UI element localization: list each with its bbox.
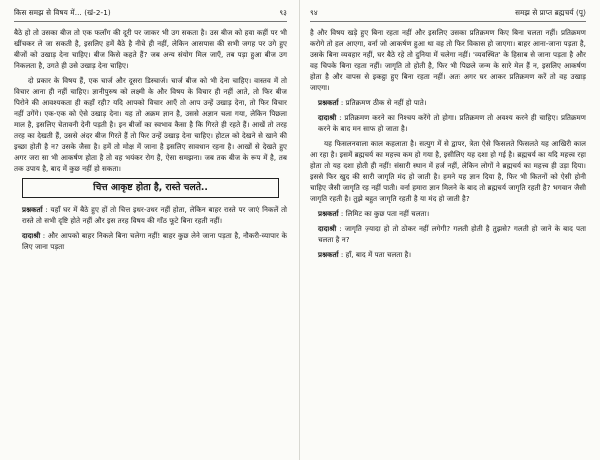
left-qa-1 [14,204,287,226]
left-qa-2 [14,230,287,252]
speaker-label: प्रश्नकर्ता [318,98,339,107]
qa-text: : जागृति ज़्यादा हो तो ठोकर नहीं लगेगी? गलती होती है तुझसे? गलती हो जाने के बाद पता चलता है न? [318,224,586,244]
right-qa-4 [310,223,586,245]
speaker-label: दादाश्री [318,224,337,233]
qa-text: : लिमिट का कुछ पता नहीं चलता। [340,209,430,218]
left-page-header [14,8,287,22]
right-page-header [310,8,586,22]
speaker-label: प्रश्नकर्ता [318,250,339,259]
right-qa-5 [310,249,586,260]
qa-text: : प्रतिक्रमण ठीक से नहीं हो पाते। [340,98,427,107]
right-qa-1 [310,97,586,108]
left-paragraph-1: बैठे हो तो उसका बीज तो एक फलाँग की दूरी पर जाकर भी उग सकता है। उस बीज को हवा कहीं पर भी खींचकर ले जा सकती है, इसलिए हमें बैठे है नीचे ही नहीं, लेकिन आसपास की सभी जगह पर उगे हुए बीजों को उखाड़ देना चाहिए। बीज किसे कहते हैं? जब अन्य संयोग मिल जाएँ, तब पड़ा हुआ बीज उग निकलता है, उगते ही उसे उखाड़ देना चाहिए। [14,28,287,70]
speaker-label: दादाश्री [318,113,337,122]
right-paragraph-2: यह फिसलनवाला काल कहलाता है। सत्युग में से द्वापर, त्रेता ऐसे फिसलते फिसलते यह आखिरी काल आ रहा है। इसमें ब्रह्मचर्य का महत्त्व कम हो गया है, इसीलिए यह दशा हो गई है। ब्रह्मचर्य का यदि महत्त्व रहा होता तो यह दशा होती ही नहीं! संसारी स्थान में हर्ज नहीं, लेकिन लोगों ने ब्रह्मचर्य का महत्त्व ही उड़ा दिया। इससे फिर खुद की सारी जागृति मंद हो जाती है। हमने यह ज्ञान दिया है, फिर भी कितनों को ऐसी होनी चाहिए जैसी जागृति रह नहीं पाती। वर्ना हमारा ज्ञान मिलने के बाद तो ब्रह्मचर्य जागृति रहती है? भगवान जैसी जागृति रहती है। तुझे बहुत जागृति रहती है या मंद हो जाती है? [310,139,586,203]
left-running-title: किस समझ से विषय में... (खं-2-1) [14,8,111,17]
speaker-label: प्रश्नकर्ता [318,209,339,218]
speaker-label: प्रश्नकर्ता [22,205,43,214]
qa-text: : हाँ, बाद में पता चलता है। [340,250,412,259]
left-paragraph-2: दो प्रकार के विषय हैं, एक चार्ज और दूसरा डिस्चार्ज। चार्ज बीज को भी देना चाहिए। वास्तव में तो विचार आना ही नहीं चाहिए। ज्ञानीपुरुष को लक्ष्मी के और विषय के विचार ही नहीं आते, तो फिर बीज पिरोने की आवश्यकता ही कहाँ रही? यदि आपको विचार आएँ तो आप उन्हें उखाड़ देना, तो फिर विचार नहीं उगेंगे। एक-एक को ऐसे उखाड़ देना। यह तो अक्रम ज्ञान है, उससे अज्ञान चला गया, लेकिन पिछला माल है, इसलिए चेतावनी देनी पड़ती है। इन बीजों का स्वभाव कैसा है कि गिरते ही रहते हैं। आखें तो तरह तरह का देखती हैं, उससे अंदर बीज गिरते हैं तो फिर उन्हें उखाड़ देना चाहिए। होटल को देखने से खाने की इच्छा होती है न? उसके जैसा है। हमें तो मोक्ष में जाना है इसलिए सावधान रहना है। आखों से देखते हुए अगर जरा सा भी आकर्षण होता है तो वह भयंकर रोग है, ऐसा समझना। जब तक बीज के रूप में है, तब तक उपाय है, बाद में कुछ नहीं हो सकता। [14,76,287,173]
speaker-label: दादाश्री [22,231,41,240]
section-heading: चित्त आकृष्ट होता है, रास्ते चलते.. [22,178,279,198]
qa-text: : यहाँ घर में बैठे हुए हों तो चित्त इधर-उधर नहीं होता, लेकिन बाहर रास्ते पर जाएं निकलें तो रास्ते तो सभी दृष्टि होते नहीं और इस तरह विषय की गाँठ फूटे बिना रहती नहीं। [22,205,287,225]
right-running-title: समझ से प्राप्त ब्रह्मचर्य (पू) [515,8,586,17]
qa-text: : प्रतिक्रमण करने का निश्चय करेंगे तो होगा। प्रतिक्रमण तो अवश्य करने ही चाहिए। प्रतिक्रमण करने के बाद मन साफ हो जाता है। [318,113,586,133]
right-qa-2 [310,112,586,134]
left-page-number: ९३ [279,8,287,17]
right-paragraph-1: है और विषय खड़े हुए बिना रहता नहीं और इसलिए उसका प्रतिक्रमण किए बिना चलता नहीं। प्रतिक्रमण करोगे तो हल आएगा, वर्ना जो आकर्षण हुआ था वह तो फिर विकास हो जाएगा। बाहर आना-जाना पड़ता है, उसके बिना व्यवहार नहीं, घर बैठे रहे तो दुनिया में चलेगा नहीं। 'व्यवस्थित' के हिसाब से जाना पड़ता है और वह चिपके बिना रहता नहीं। जागृति तो होती है, फिर भी पिछले जन्म के सारे मेल हैं न, इसलिए आकर्षण होता है और वापस से इकट्ठा हुए बिना रहता नहीं। अतः अगर घर आकर प्रतिक्रमण करें तो वह उखाड़ जाएगा। [310,28,586,92]
qa-text: : और आपको बाहर निकले बिना चलेगा नहीं! बाहर कुछ लेने जाना पड़ता है, नौकरी-व्यापार के लिए जाना पड़ता [22,231,287,251]
right-qa-3 [310,208,586,219]
right-page [300,0,600,460]
right-page-number: ९४ [310,8,318,17]
